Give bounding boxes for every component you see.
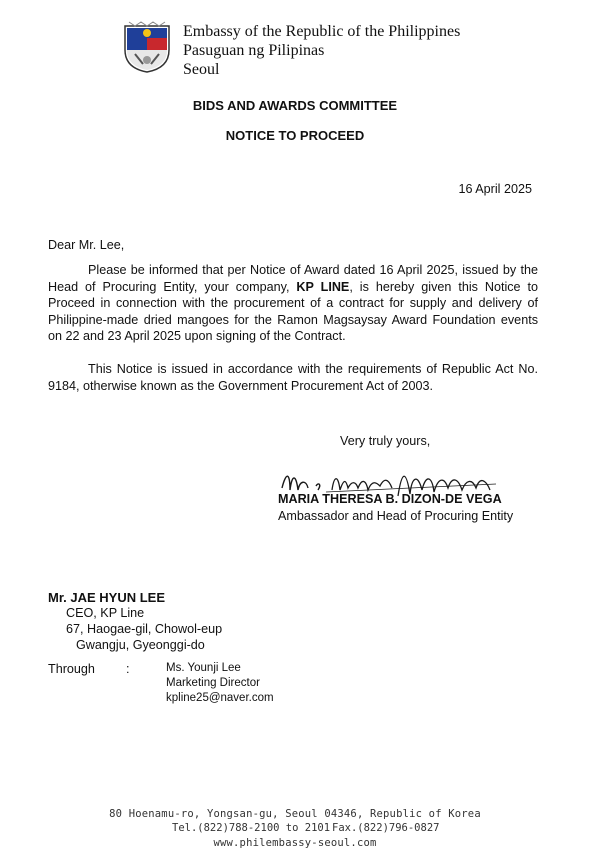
recipient-address-line1: 67, Haogae-gil, Chowol-eup [66, 622, 223, 636]
paragraph-2 [48, 361, 538, 394]
embassy-name-filipino: Pasuguan ng Pilipinas [183, 42, 325, 59]
embassy-name: Embassy of the Republic of the Philippines [183, 23, 461, 40]
paragraph-1 [48, 262, 538, 345]
through-email: kpline25@naver.com [166, 692, 274, 704]
through-name: Ms. Younji Lee [166, 662, 241, 674]
notice-heading: NOTICE TO PROCEED [225, 128, 365, 143]
through-position: Marketing Director [166, 677, 260, 689]
salutation: Dear Mr. Lee, [48, 238, 125, 252]
recipient-address-line2: Gwangju, Gyeonggi-do [76, 638, 205, 652]
footer-website: www.philembassy-seoul.com [213, 837, 377, 849]
recipient-name: Mr. JAE HYUN LEE [48, 590, 166, 605]
letter-date: 16 April 2025 [458, 182, 532, 196]
signatory-name: MARIA THERESA B. DIZON-DE VEGA [278, 492, 502, 506]
through-label: Through [48, 662, 95, 676]
company-name: KP LINE [296, 279, 350, 294]
embassy-city: Seoul [183, 61, 220, 78]
footer-phone: Tel.(822)788-2100 to 2101 [172, 822, 331, 834]
closing: Very truly yours, [340, 434, 431, 448]
committee-heading: BIDS AND AWARDS COMMITTEE [192, 98, 398, 113]
paragraph-2-text: This Notice is issued in accordance with the requirements of Republic Act No. 9184, otherwise known as the Government Procurement Act of 2003. [48, 362, 538, 393]
through-colon: : [126, 662, 130, 676]
paragraph-1-rest: , is hereby given this Notice to Proceed in connection with the procurement of a contract for supply and delivery of Philippine-made dried mangoes for the Ramon Magsaysay Award Foundation events on 22 and 23 April 2025 upon signing of the Contract. [48, 279, 539, 343]
footer-address: 80 Hoenamu-ro, Yongsan-gu, Seoul 04346, Republic of Korea [109, 808, 481, 820]
signatory-title: Ambassador and Head of Procuring Entity [278, 509, 514, 523]
recipient-position: CEO, KP Line [66, 606, 145, 620]
footer-fax: Fax.(822)796-0827 [332, 822, 440, 834]
philippine-seal-icon [121, 20, 173, 74]
paragraph-1-intro: Please be informed that per Notice of Award dated 16 April 2025, issued by the Head of Procuring Entity, your company, [48, 263, 538, 294]
